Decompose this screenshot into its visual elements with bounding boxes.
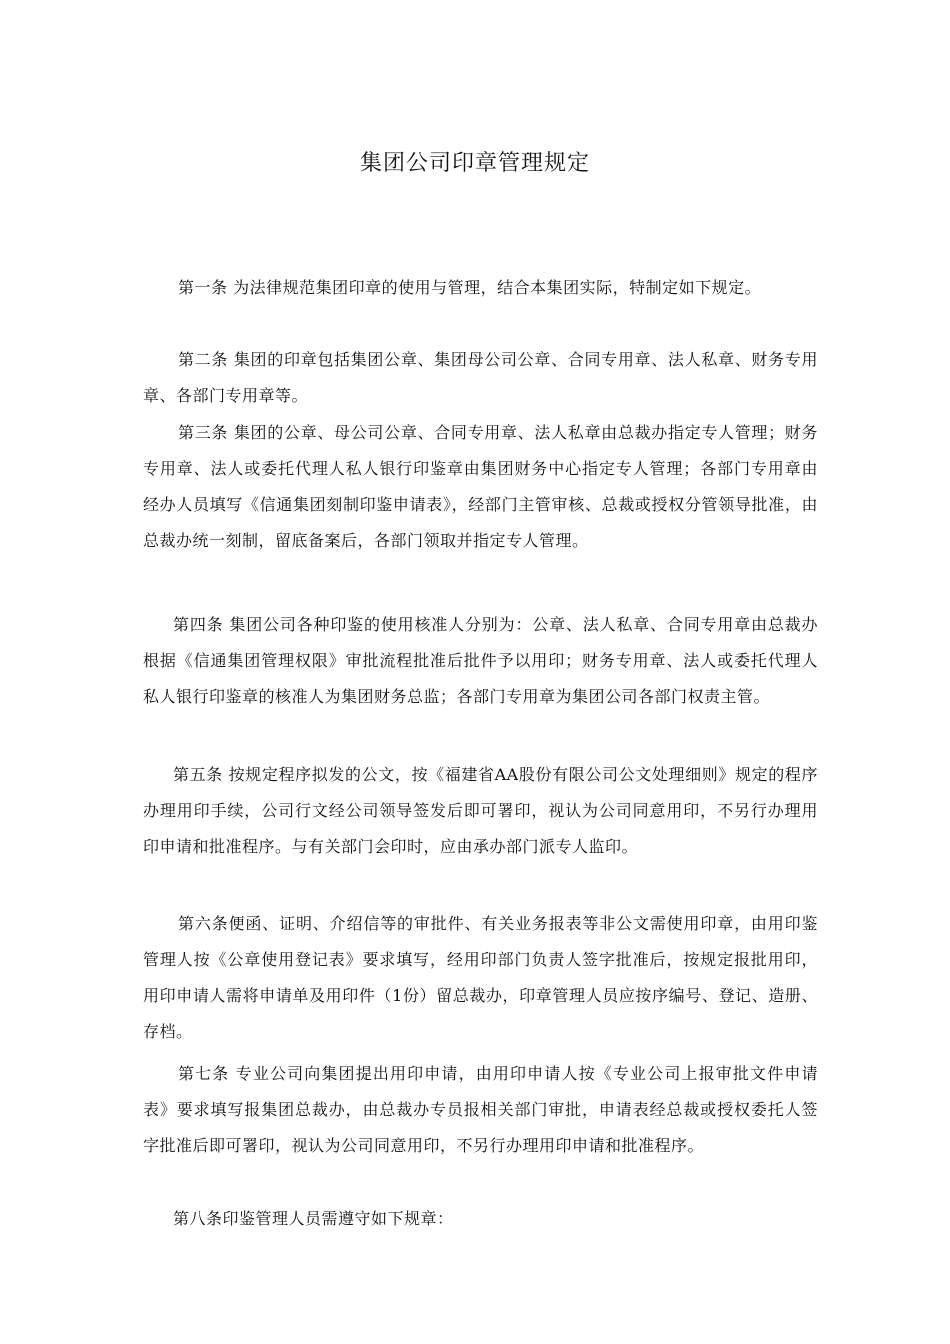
article-5: 第五条 按规定程序拟发的公文，按《福建省AA股份有限公司公文处理细则》规定的程序办理用印手续，公司行文经公司领导签发后即可署印，视认为公司同意用印，不另行办理用印申请和批准程序。与有关部门会印时，应由承办部门派专人监印。 [143, 765, 818, 856]
article-2: 第二条 集团的印章包括集团公章、集团母公司公章、合同专用章、法人私章、财务专用章、各部门专用章等。 [143, 350, 818, 405]
article-4: 第四条 集团公司各种印鉴的使用核准人分别为：公章、法人私章、合同专用章由总裁办根据《信通集团管理权限》审批流程批准后批件予以用印；财务专用章、法人或委托代理人私人银行印鉴章的核准人为集团财务总监；各部门专用章为集团公司各部门权责主管。 [143, 615, 818, 706]
article-1: 第一条 为法律规范集团印章的使用与管理，结合本集团实际，特制定如下规定。 [178, 278, 762, 297]
document-title: 集团公司印章管理规定 [359, 151, 590, 176]
article-3: 第三条 集团的公章、母公司公章、合同专用章、法人私章由总裁办指定专人管理；财务专用章、法人或委托代理人私人银行印鉴章由集团财务中心指定专人管理；各部门专用章由经办人员填写《信通集团刻制印鉴申请表》，经部门主管审核、总裁或授权分管领导批准，由总裁办统一刻制，留底备案后，各部门领取并指定专人管理。 [143, 423, 818, 550]
article-6: 第六条便函、证明、介绍信等的审批件、有关业务报表等非公文需使用印章，由用印鉴管理人按《公章使用登记表》要求填写，经用印部门负责人签字批准后，按规定报批用印，用印申请人需将申请单及用印件（1份）留总裁办，印章管理人员应按序编号、登记、造册、存档。 [143, 914, 818, 1041]
article-8: 第八条印鉴管理人员需遵守如下规章： [173, 1209, 454, 1228]
article-7: 第七条 专业公司向集团提出用印申请，由用印申请人按《专业公司上报审批文件申请表》要求填写报集团总裁办，由总裁办专员报相关部门审批，申请表经总裁或授权委托人签字批准后即可署印，视认为公司同意用印，不另行办理用印申请和批准程序。 [143, 1064, 818, 1155]
